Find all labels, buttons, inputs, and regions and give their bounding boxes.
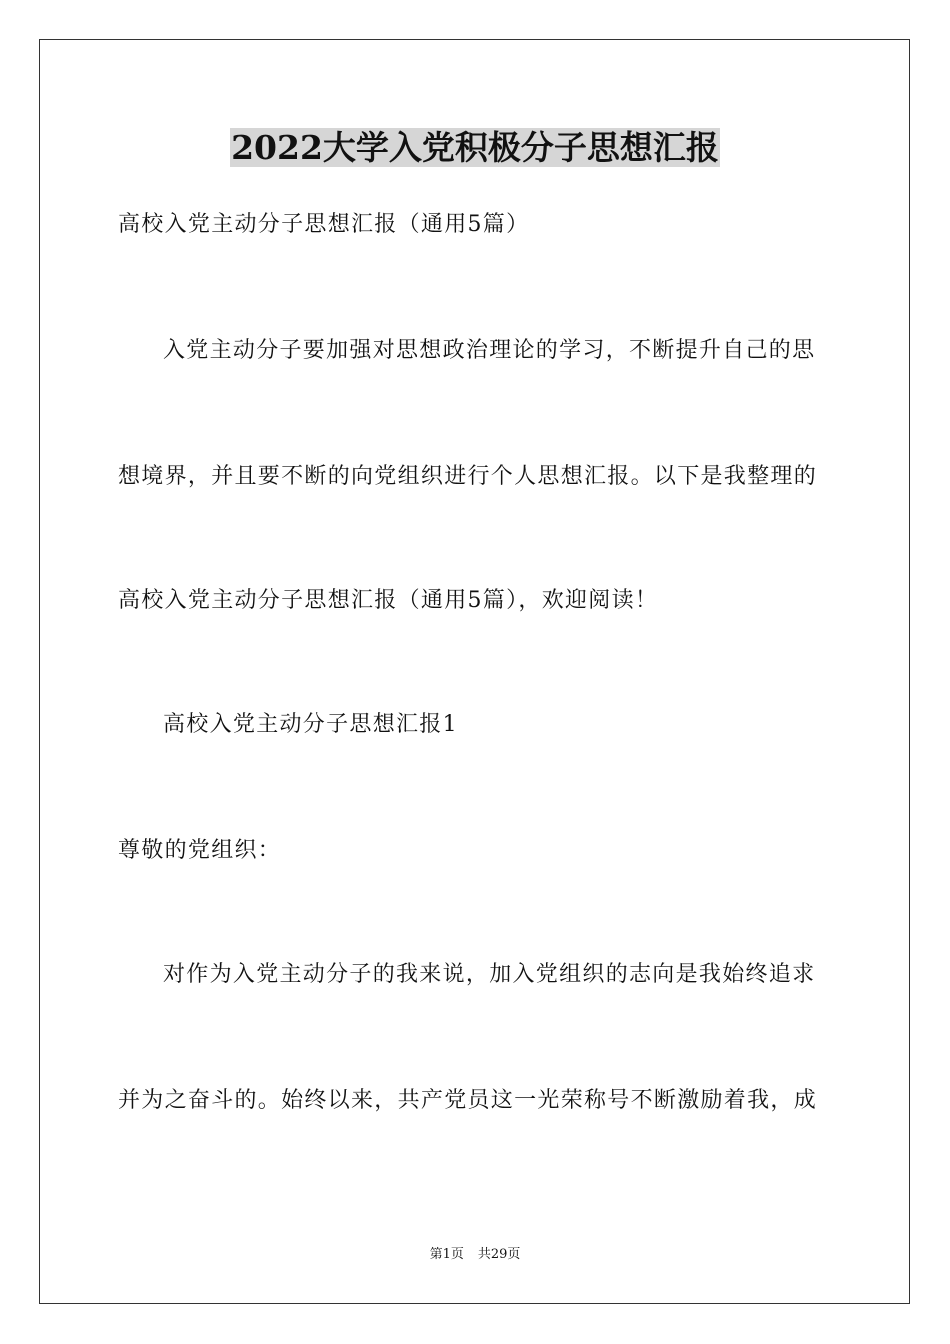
page-footer [0, 1246, 950, 1264]
paragraph-line-4: 对作为入党主动分子的我来说，加入党组织的志向是我始终追求 [163, 962, 816, 987]
section-heading: 高校入党主动分子思想汇报1 [163, 712, 458, 737]
page-number-total: 共29页 [477, 1247, 521, 1262]
paragraph-line-5: 并为之奋斗的。始终以来，共产党员这一光荣称号不断激励着我，成 [118, 1088, 818, 1113]
paragraph-line-1: 入党主动分子要加强对思想政治理论的学习，不断提升自己的思 [163, 338, 816, 363]
document-title [0, 126, 950, 170]
paragraph-line-2: 想境界，并且要不断的向党组织进行个人思想汇报。以下是我整理的 [118, 464, 818, 489]
document-title-text: 2022大学入党积极分子思想汇报 [231, 128, 719, 167]
salutation: 尊敬的党组织： [118, 838, 282, 863]
document-subtitle: 高校入党主动分子思想汇报（通用5篇） [118, 212, 530, 237]
page-number-current: 第1页 [429, 1247, 464, 1262]
paragraph-line-3: 高校入党主动分子思想汇报（通用5篇），欢迎阅读！ [118, 588, 659, 613]
